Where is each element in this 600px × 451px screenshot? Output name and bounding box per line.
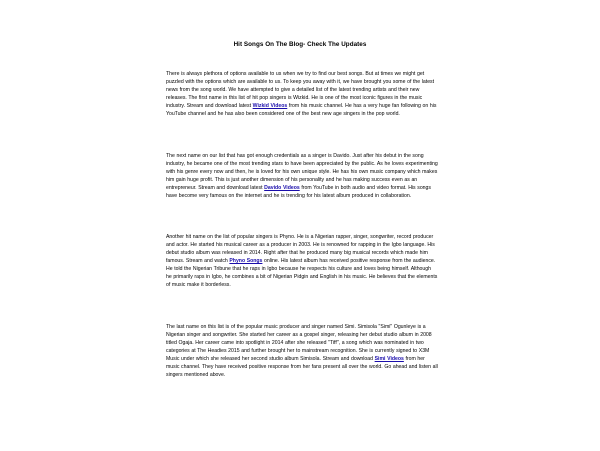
paragraph-simi xyxy=(166,323,438,379)
simi-videos-link[interactable]: Simi Videos xyxy=(374,356,404,363)
paragraph-wizkid xyxy=(166,70,438,118)
paragraph-text: from his music channel. He has a very huge fan following on his YouTube channel and he has also been considered one of the best new age singers in the pop world. xyxy=(166,103,437,118)
phyno-songs-link[interactable]: Phyno Songs xyxy=(229,258,263,265)
wizkid-videos-link[interactable]: Wizkid Videos xyxy=(252,103,288,110)
paragraph-davido xyxy=(166,152,438,200)
paragraph-text: from her music channel. They have received positive response from her fans present all over the world. Go ahead and listen all singers mentioned above. xyxy=(166,356,438,379)
paragraph-text: The last name on this list is of the popular music producer and singer named Simi. Simisola "Simi" Ogunleye is a Nigerian singer and songwriter. She started her career as a gospel singer, releasing her debut studio album in 2008 titled Ogaja. Her career came into spotlight in 2014 after she released "Tiff", a song which was nominated in two categories at The Headies 2015 and further brought her to mainstream recognition. She is currently signed to X3M Music under which she released her second studio album Simisola. Stream and download xyxy=(166,324,432,363)
paragraph-phyno xyxy=(166,233,438,289)
paragraph-text: The next name on our list that has got enough credentials as a singer is Davido. Just after his debut in the song industry, he became one of the most trending stars to have been appreciated by the public. As he loves experimenting with his genre every now and then, he is loved for his own unique style. He has his own music company which makes him gain huge profit. This is just another dimension of his personality and he has making success even as an entrepreneur. Stream and download latest xyxy=(166,153,438,192)
paragraph-text: There is always plethora of options available to us when we try to find our best songs. But at times we might get puzzled with the options which are available to us. To keep you away with it, we have brought you some of the latest news from the song world. We have attempted to give a detailed list of the latest trending artists and their new releases. The first name in this list of hit pop singers is Wizkid. He is one of the most iconic figures in the music industry. Stream and download latest xyxy=(166,71,435,110)
davido-videos-link[interactable]: Davido Videos xyxy=(264,185,300,192)
document-title: Hit Songs On The Blog- Check The Updates xyxy=(233,41,367,48)
paragraph-text: Another hit name on the list of popular singers is Phyno. He is a Nigerian rapper, singer, songwriter, record producer and actor. He started his musical career as a producer in 2003. He is renowned for rapping in the Igbo language. His debut studio album was released in 2014. Right after that he produced many big musical records which made him famous. Stream and watch xyxy=(166,234,435,265)
paragraph-text: online. His latest album has received positive response from the audience. He told the Nigerian Tribune that he raps in Igbo because he respects his culture and loves being himself. Although he primarily raps in Igbo, he combines a bit of Nigerian Pidgin and English in his music. He believes that the elements of music make it borderless. xyxy=(166,258,438,289)
paragraph-text: from YouTube in both audio and video format. His songs have become very famous on the internet and he is trending for his latest album produced in collaboration. xyxy=(166,185,431,200)
